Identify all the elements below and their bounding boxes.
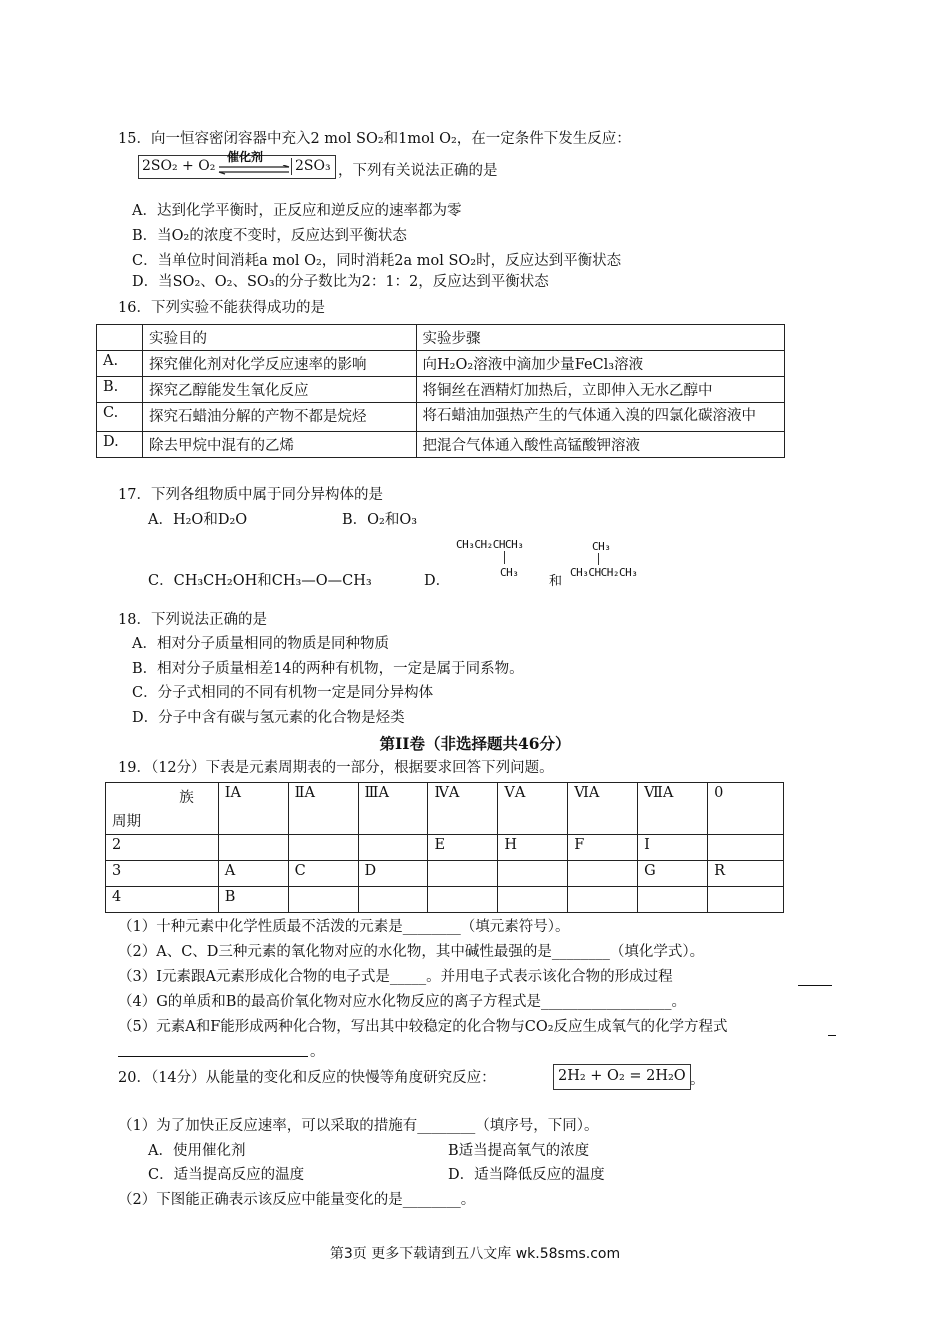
table-cell [428, 887, 498, 913]
q19-sub-3: （3）I元素跟A元素形成化合物的电子式是_____。并用电子式表示该化合物的形成过程 [118, 969, 673, 985]
q20-equation-box [553, 1064, 691, 1090]
table-row [106, 861, 784, 887]
period-label: 2 [106, 835, 219, 861]
q18-option-a: A．相对分子质量相同的物质是同种物质 [132, 636, 389, 652]
answer-blank [828, 1035, 836, 1036]
q20-option-a: A．使用催化剂 [148, 1143, 246, 1159]
table-cell: 探究乙醇能发生氧化反应 [142, 377, 416, 403]
table-cell: C [288, 861, 358, 887]
table-cell [498, 861, 568, 887]
q19-sub-4: （4）G的单质和B的最高价氧化物对应水化物反应的离子方程式是__________________。 [118, 994, 686, 1010]
q19-sub-5-end: 。 [310, 1044, 325, 1060]
q18-stem: 18．下列说法正确的是 [118, 612, 267, 628]
q15-option-c: C．当单位时间消耗a mol O₂，同时消耗2a mol SO₂时，反应达到平衡状态 [132, 253, 622, 269]
table-cell [638, 887, 708, 913]
table-cell: 将铜丝在酒精灯加热后，立即伸入无水乙醇中 [416, 377, 784, 403]
table-row [106, 887, 784, 913]
table-cell: B. [97, 377, 143, 403]
table-cell: A. [97, 351, 143, 377]
answer-blank [118, 1056, 308, 1057]
q15-option-b: B．当O₂的浓度不变时，反应达到平衡状态 [132, 228, 407, 244]
table-cell [428, 861, 498, 887]
group-header: ⅣA [428, 783, 498, 835]
bond-line [598, 553, 599, 565]
q15-equation-box [138, 150, 336, 179]
table-cell: 除去甲烷中混有的乙烯 [142, 431, 416, 457]
q20-stem: 20．（14分）从能量的变化和反应的快慢等角度研究反应： [118, 1070, 496, 1086]
table-cell: R [708, 861, 784, 887]
period-label: 3 [106, 861, 219, 887]
table-cell [97, 325, 143, 351]
table-row [97, 351, 785, 377]
q20-option-c: C．适当提高反应的温度 [148, 1167, 305, 1183]
q20-stem-end: 。 [690, 1072, 705, 1088]
q19-stem: 19．（12分）下表是元素周期表的一部分，根据要求回答下列问题。 [118, 760, 554, 776]
q17-option-d: D． [424, 573, 451, 589]
table-header-row [106, 783, 784, 835]
section-title: 第II卷（非选择题共46分） [379, 734, 571, 753]
table-cell: F [568, 835, 638, 861]
group-header: ⅦA [638, 783, 708, 835]
q17-stem: 17．下列各组物质中属于同分异构体的是 [118, 487, 383, 503]
q19-sub-2: （2）A、C、D三种元素的氧化物对应的水化物，其中碱性最强的是________（填化学式）。 [118, 944, 705, 960]
table-cell: I [638, 835, 708, 861]
bond-line [504, 551, 505, 564]
table-cell: 把混合气体通入酸性高锰酸钾溶液 [416, 431, 784, 457]
reversible-arrow-icon [217, 165, 291, 175]
table-cell [498, 887, 568, 913]
q17-structure-1-bottom: CH₃ [500, 566, 519, 579]
q20-sub-1: （1）为了加快正反应速率，可以采取的措施有________（填序号，下同）。 [118, 1118, 599, 1134]
table-cell: 实验步骤 [416, 325, 784, 351]
q20-option-d: D．适当降低反应的温度 [448, 1167, 605, 1183]
q20-option-b: B适当提高氧气的浓度 [448, 1143, 590, 1159]
periodic-table [105, 782, 784, 913]
q15-stem: 15．向一恒容密闭容器中充入2 mol SO₂和1mol O₂，在一定条件下发生反应： [118, 131, 631, 147]
table-row [97, 377, 785, 403]
table-row [97, 403, 785, 432]
group-header: ⅥA [568, 783, 638, 835]
group-header: 0 [708, 783, 784, 835]
group-header: ⅡA [288, 783, 358, 835]
period-label: 4 [106, 887, 219, 913]
q15-option-a: A．达到化学平衡时，正反应和逆反应的速率都为零 [132, 203, 462, 219]
table-cell [288, 887, 358, 913]
q18-option-b: B．相对分子质量相差14的两种有机物，一定是属于同系物。 [132, 661, 524, 677]
table-cell [568, 861, 638, 887]
q18-option-c: C．分子式相同的不同有机物一定是同分异构体 [132, 685, 434, 701]
q18-option-d: D．分子中含有碳与氢元素的化合物是烃类 [132, 710, 405, 726]
q17-option-c: C．CH₃CH₂OH和CH₃—O—CH₃ [148, 573, 372, 589]
q20-equation: 2H₂ + O₂ = 2H₂O [558, 1068, 686, 1084]
table-cell: H [498, 835, 568, 861]
q16-stem: 16．下列实验不能获得成功的是 [118, 300, 325, 316]
table-cell: 探究催化剂对化学反应速率的影响 [142, 351, 416, 377]
table-cell [708, 835, 784, 861]
q15-stem-end: ，下列有关说法正确的是 [338, 163, 498, 179]
table-cell: G [638, 861, 708, 887]
q16-table [96, 324, 785, 458]
q17-option-a: A．H₂O和D₂O [148, 512, 248, 528]
table-cell [288, 835, 358, 861]
corner-cell [106, 783, 219, 835]
q20-sub-2: （2）下图能正确表示该反应中能量变化的是________。 [118, 1192, 476, 1208]
table-cell: C. [97, 403, 143, 432]
table-row [106, 835, 784, 861]
table-cell: D [358, 861, 428, 887]
q15-eq-right: 2SO₃ [291, 158, 331, 175]
table-cell: E [428, 835, 498, 861]
group-header: ⅤA [498, 783, 568, 835]
table-cell: 将石蜡油加强热产生的气体通入溴的四氯化碳溶液中 [416, 403, 784, 432]
q15-option-d: D．当SO₂、O₂、SO₃的分子数比为2：1：2，反应达到平衡状态 [132, 274, 549, 290]
group-header: ⅠA [218, 783, 288, 835]
q19-sub-1: （1）十种元素中化学性质最不活泼的元素是________（填元素符号）。 [118, 919, 570, 935]
table-cell: A [218, 861, 288, 887]
q17-structure-2-bottom: CH₃CHCH₂CH₃ [570, 566, 638, 579]
q17-and: 和 [549, 574, 563, 589]
table-row [97, 431, 785, 457]
table-cell: 实验目的 [142, 325, 416, 351]
table-cell [708, 887, 784, 913]
table-cell: 向H₂O₂溶液中滴加少量FeCl₃溶液 [416, 351, 784, 377]
table-header-row [97, 325, 785, 351]
table-cell [218, 835, 288, 861]
table-cell [358, 835, 428, 861]
page-footer: 第3页 更多下载请到五八文库 wk.58sms.com [329, 1246, 621, 1262]
table-cell: 探究石蜡油分解的产物不都是烷烃 [142, 403, 416, 432]
q17-option-b: B．O₂和O₃ [342, 512, 418, 528]
table-cell: D. [97, 431, 143, 457]
table-cell [568, 887, 638, 913]
table-cell: B [218, 887, 288, 913]
q15-catalyst: 催化剂 [227, 150, 264, 164]
q15-eq-left: 2SO₂ + O₂ [142, 158, 216, 174]
group-header: ⅢA [358, 783, 428, 835]
q17-structure-1-top: CH₃CH₂CHCH₃ [456, 538, 524, 551]
corner-period-label: 周期 [112, 814, 141, 830]
q19-sub-5: （5）元素A和F能形成两种化合物，写出其中较稳定的化合物与CO₂反应生成氧气的化学方程式 [118, 1019, 728, 1035]
q17-structure-2-top: CH₃ [592, 540, 611, 553]
answer-blank [798, 985, 832, 986]
table-cell [358, 887, 428, 913]
corner-group-label: 族 [179, 790, 194, 806]
